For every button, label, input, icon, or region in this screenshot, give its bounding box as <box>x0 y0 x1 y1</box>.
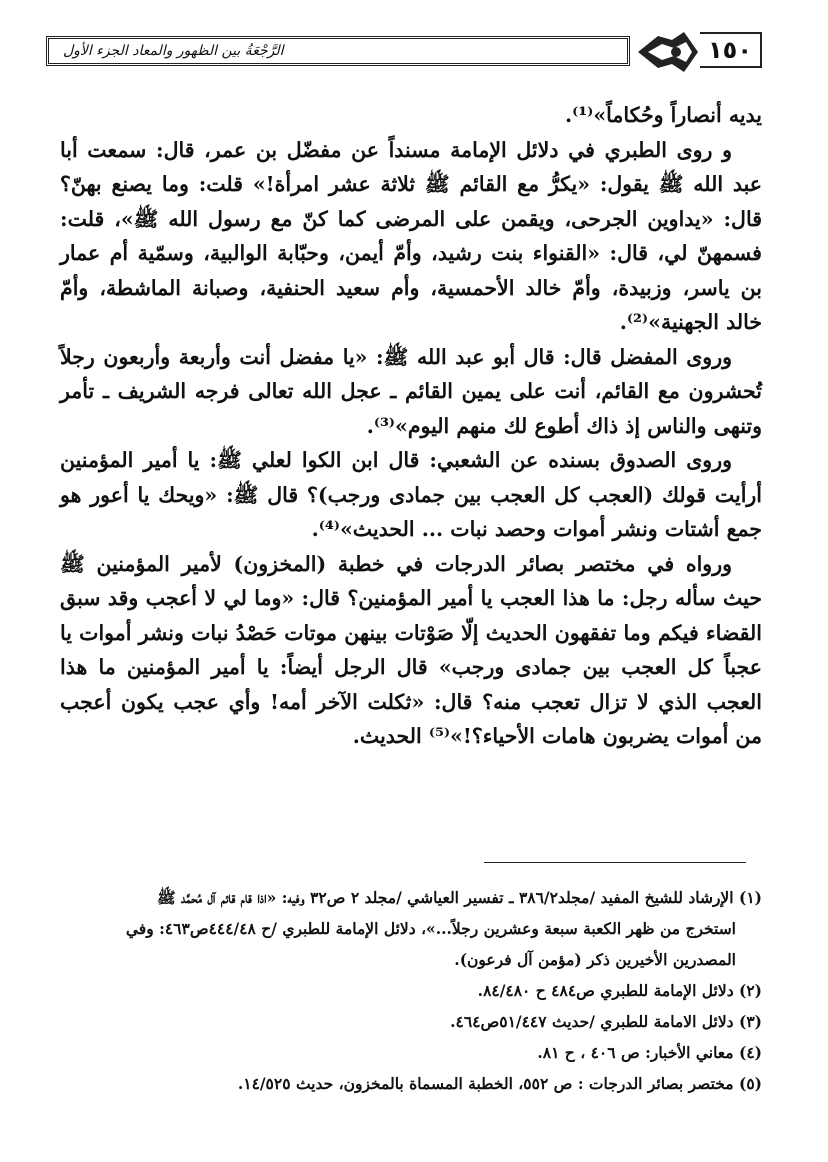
footnote: (٤) معاني الأخبار: ص ٤٠٦ ، ح ٨١. <box>537 1043 762 1062</box>
main-text <box>60 98 762 754</box>
paragraph: وروى المفضل قال: قال أبو عبد الله ﷺ: «يا مفضل أنت وأربعة وأربعون رجلاً تُحشرون مع القائم، أنت على يمين القائم ـ عجل الله تعالى فرجه الشريف ـ تأمر وتنهى والناس إذ ذاك أطوع لك منهم اليوم»⁽³⁾. <box>60 344 762 438</box>
paragraph: و روى الطبري في دلائل الإمامة مسنداً عن مفضّل بن عمر، قال: سمعت أبا عبد الله ﷺ يقول: «يكرُّ مع القائم ﷺ ثلاثة عشر امرأة!» قلت: وما يصنع بهنّ؟ قال: «يداوين الجرحى، ويقمن على المرضى كما كنّ مع رسول الله ﷺ»، قلت: فسمهنّ لي، قال: «القنواء بنت رشيد، وأمّ أيمن، وحبّابة الوالبية، وسمّية أم عمار بن ياسر، وزبيدة، وأمّ خالد الأحمسية، وأم سعيد الحنفية، وصبانة الماشطة، وأمّ خالد الجهنية»⁽²⁾. <box>60 137 762 334</box>
footnote: (٥) مختصر بصائر الدرجات : ص ٥٥٢، الخطبة المسماة بالمخزون، حديث ١٤/٥٢٥. <box>237 1074 762 1093</box>
ornament-icon <box>636 30 700 74</box>
footnote: (٣) دلائل الامامة للطبري /حديث ٥١/٤٤٧ص٤٦٤. <box>450 1012 762 1031</box>
running-header <box>46 30 762 78</box>
footnote-continuation: استخرج من ظهر الكعبة سبعة وعشرين رجلاً...»، دلائل الإمامة للطبري /ح ٤٤٤/٤٨ص٤٦٣: وفي <box>125 919 736 938</box>
footnote-divider <box>484 862 746 863</box>
paragraph: ورواه في مختصر بصائر الدرجات في خطبة (المخزون) لأمير المؤمنين ﷺ حيث سأله رجل: ما هذا العجب يا أمير المؤمنين؟ قال: «وما لي لا أعجب وقد سبق القضاء فيكم وما تفقهون الحديث إلّا صَوْتات بينهن موتات حَصْدُ نبات ونشر أموات يا عجباً كل العجب بين جمادى ورجب» قال الرجل أيضاً: يا أمير المؤمنين ما هذا العجب الذي لا تزال تعجب منه؟ قال: «ثكلت الآخر أمه! وأي عجب يكون أعجب من أموات يضربون هامات الأحياء؟!»⁽⁵⁾ الحديث. <box>60 551 762 748</box>
paragraph: يديه أنصاراً وحُكاماً»⁽¹⁾. <box>565 103 762 127</box>
header-title-frame <box>46 36 630 66</box>
paragraph: وروى الصدوق بسنده عن الشعبي: قال ابن الكوا لعلي ﷺ: يا أمير المؤمنين أرأيت قولك (العجب كل العجب بين جمادى ورجب)؟ قال ﷺ: «ويحك يا أعور هو جمع أشتات ونشر أموات وحصد نبات ... الحديث»⁽⁴⁾. <box>60 448 762 541</box>
footnote-continuation: المصدرين الأخيرين ذكر (مؤمن آل فرعون). <box>454 950 736 969</box>
footnote: (١) الإرشاد للشيخ المفيد /مجلد٣٨٦/٢ ـ تفسير العياشي /مجلد ٢ ص٣٢ وفيه: «اذا قام قائم آل مُحمَّد ﷺ <box>156 888 762 907</box>
footnotes <box>60 882 762 1099</box>
page-number: ١٥٠ <box>700 32 762 68</box>
book-title: الرَّجْعَةُ بين الظهور والمعاد الجزء الأول <box>63 43 284 59</box>
footnote: (٢) دلائل الإمامة للطبري ص٤٨٤ ح ٨٤/٤٨٠. <box>477 981 762 1000</box>
